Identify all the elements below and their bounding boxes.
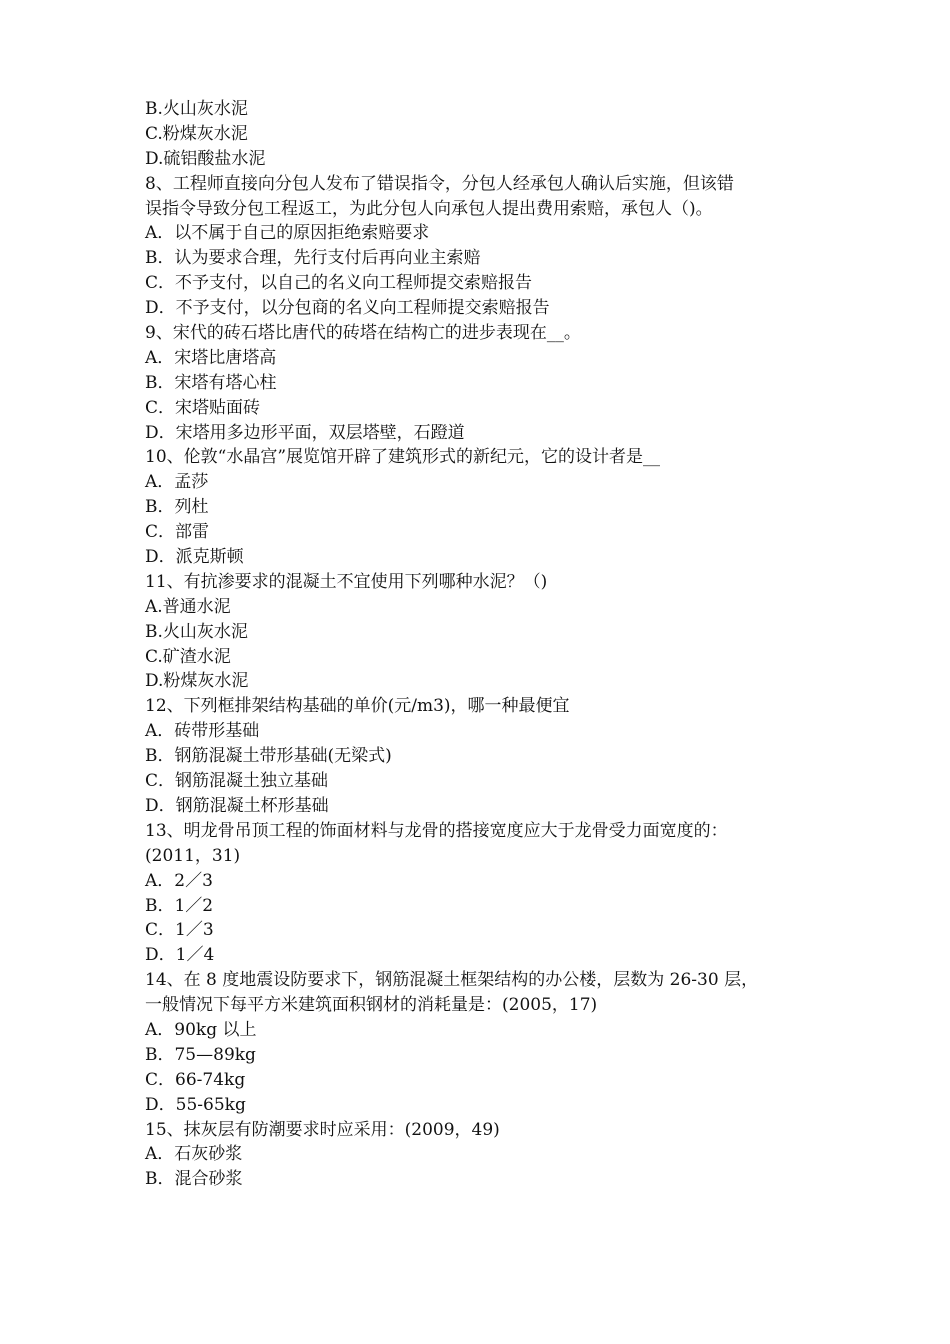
option-line: D．钢筋混凝土杯形基础 [145,795,329,816]
option-line: D．55-65kg [145,1094,246,1115]
option-line: B．认为要求合理，先行支付后再向业主索赔 [145,248,481,269]
question-11: 11、有抗渗要求的混凝土不宜使用下列哪种水泥？（) [145,571,548,592]
option-line: D.硫铝酸盐水泥 [145,148,266,169]
option-line: B.火山灰水泥 [145,99,248,119]
option-line: D．不予支付，以分包商的名义向工程师提交索赔报告 [145,298,550,319]
document-body [145,97,810,1192]
question-9: 9、宋代的砖石塔比唐代的砖塔在结构亡的进步表现在__。 [145,323,581,344]
question-12: 12、下列框排架结构基础的单价(元/m3)，哪一种最便宜 [145,696,570,717]
option-line: A．宋塔比唐塔高 [145,347,277,368]
question-13-line-2: (2011，31) [145,845,241,866]
option-line: C．不予支付，以自己的名义向工程师提交索赔报告 [145,273,533,294]
option-line: D.粉煤灰水泥 [145,671,249,692]
option-line: B．混合砂浆 [145,1169,243,1190]
question-13-line-1: 13、明龙骨吊顶工程的饰面材料与龙骨的搭接宽度应大于龙骨受力面宽度的： [145,820,728,841]
option-line: A．90kg 以上 [145,1019,257,1040]
option-line: A．孟莎 [145,472,209,493]
option-line: A．砖带形基础 [145,721,260,742]
option-line: B．钢筋混凝土带形基础(无梁式) [145,746,392,767]
option-line: D．宋塔用多边形平面，双层塔壁，石蹬道 [145,422,465,443]
question-15: 15、抹灰层有防潮要求时应采用：(2009，49) [145,1119,500,1140]
option-line: C.矿渣水泥 [145,646,231,667]
option-line: C．钢筋混凝土独立基础 [145,771,329,792]
option-line: A．2／3 [145,870,213,891]
option-line: B．列杜 [145,497,209,518]
option-line: B．宋塔有塔心柱 [145,372,277,393]
question-14-line-1: 14、在 8 度地震设防要求下，钢筋混凝土框架结构的办公楼，层数为 26-30 层， [145,970,759,991]
option-line: A．石灰砂浆 [145,1144,243,1165]
question-8-line-2: 误指令导致分包工程返工，为此分包人向承包人提出费用索赔，承包人（)。 [145,198,713,219]
option-line: C．部雷 [145,522,210,543]
option-line: D．1／4 [145,945,215,966]
option-line: B．1／2 [145,895,214,916]
question-10: 10、伦敦“水晶宫”展览馆开辟了建筑形式的新纪元，它的设计者是__ [145,447,661,468]
option-line: D．派克斯顿 [145,547,244,568]
option-line: C．宋塔贴面砖 [145,397,261,418]
option-line: B.火山灰水泥 [145,621,248,642]
option-line: C．66-74kg [145,1069,246,1090]
option-line: C．1／3 [145,920,214,941]
option-line: A．以不属于自己的原因拒绝索赔要求 [145,223,430,244]
option-line: A.普通水泥 [145,596,231,617]
option-line: C.粉煤灰水泥 [145,123,248,144]
question-14-line-2: 一般情况下每平方米建筑面积钢材的消耗量是：(2005，17) [145,995,598,1016]
option-line: B．75—89kg [145,1044,256,1065]
question-8-line-1: 8、工程师直接向分包人发布了错误指令，分包人经承包人确认后实施，但该错 [145,173,734,194]
